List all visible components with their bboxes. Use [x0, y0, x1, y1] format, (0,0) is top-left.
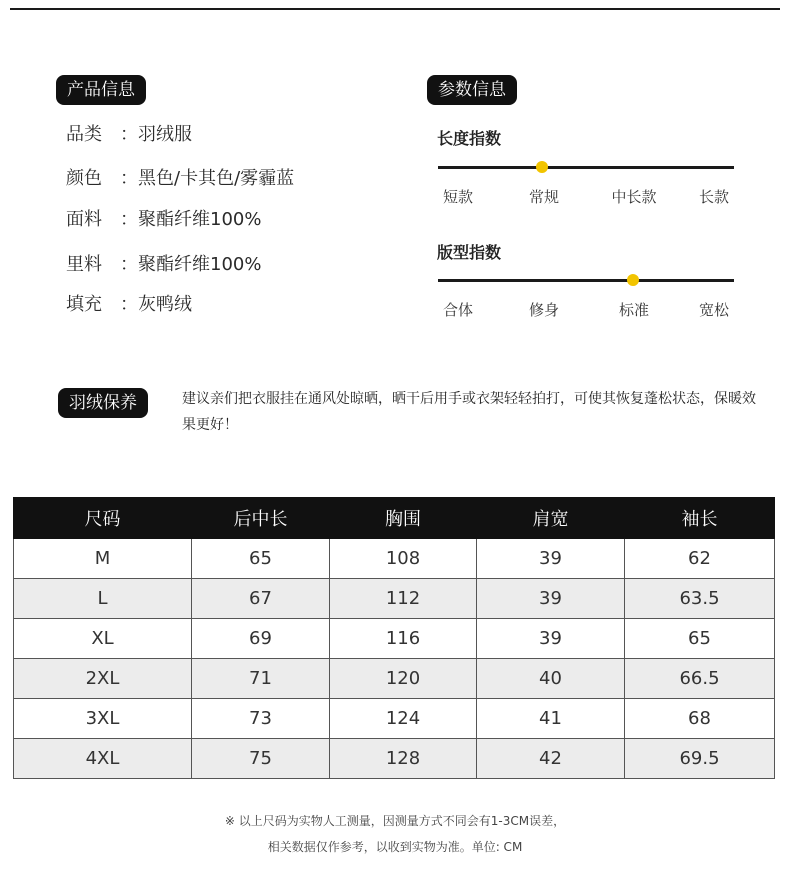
fit-index-title: 版型指数	[437, 243, 502, 262]
top-divider	[10, 8, 780, 10]
size-table-header	[14, 498, 775, 539]
table-row	[14, 699, 775, 739]
header-sleeve: 袖长	[625, 498, 775, 539]
table-cell: 42	[477, 739, 625, 779]
table-cell: 69	[192, 619, 330, 659]
table-cell: M	[14, 539, 192, 579]
table-cell: 124	[330, 699, 477, 739]
table-cell: 69.5	[625, 739, 775, 779]
length-option-long: 长款	[698, 188, 730, 206]
table-cell: 120	[330, 659, 477, 699]
table-cell: 63.5	[625, 579, 775, 619]
table-cell: 65	[625, 619, 775, 659]
table-cell: 128	[330, 739, 477, 779]
measurement-note: ※ 以上尺码为实物人工测量，因测量方式不同会有1-3CM误差，	[224, 814, 566, 828]
table-row	[14, 659, 775, 699]
fit-index-scale	[438, 279, 734, 282]
length-option-short: 短款	[442, 188, 474, 206]
table-cell: 68	[625, 699, 775, 739]
table-cell: 71	[192, 659, 330, 699]
info-label: 填充	[66, 294, 102, 315]
info-row-fabric	[66, 207, 261, 233]
table-cell: 40	[477, 659, 625, 699]
table-cell: 75	[192, 739, 330, 779]
header-back-length: 后中长	[192, 498, 330, 539]
table-cell: 4XL	[14, 739, 192, 779]
care-instructions: 建议亲们把衣服挂在通风处晾晒，晒干后用手或衣架轻轻拍打，可使其恢复蓬松状态，保暖效果更好！	[182, 391, 756, 433]
info-label: 品类	[66, 124, 102, 145]
info-row-lining	[66, 252, 261, 278]
table-cell: 2XL	[14, 659, 192, 699]
care-title: 羽绒保养	[58, 388, 148, 418]
table-cell: 112	[330, 579, 477, 619]
table-cell: 62	[625, 539, 775, 579]
fit-option-fitted: 合体	[442, 301, 474, 319]
length-index-marker	[536, 161, 548, 173]
info-value: ：聚酯纤维100%	[120, 254, 262, 275]
info-row-category	[66, 122, 192, 148]
table-cell: 73	[192, 699, 330, 739]
fit-option-loose: 宽松	[698, 301, 730, 319]
info-value: ：灰鸭绒	[120, 294, 192, 315]
reference-note: 相关数据仅作参考，以收到实物为准。单位: CM	[267, 840, 523, 854]
size-table	[13, 497, 775, 779]
table-cell: 67	[192, 579, 330, 619]
table-cell: 116	[330, 619, 477, 659]
fit-option-standard: 标准	[618, 301, 650, 319]
info-label: 颜色	[66, 168, 102, 189]
info-value: ：聚酯纤维100%	[120, 209, 262, 230]
table-cell: XL	[14, 619, 192, 659]
header-size: 尺码	[14, 498, 192, 539]
length-index-scale	[438, 166, 734, 169]
info-value: ：黑色/卡其色/雾霾蓝	[120, 168, 295, 189]
table-cell: 3XL	[14, 699, 192, 739]
table-row	[14, 579, 775, 619]
table-cell: 39	[477, 539, 625, 579]
params-title: 参数信息	[427, 75, 517, 105]
header-shoulder: 肩宽	[477, 498, 625, 539]
length-index-title: 长度指数	[437, 129, 502, 148]
table-cell: 66.5	[625, 659, 775, 699]
info-row-color	[66, 166, 294, 192]
fit-index-marker	[627, 274, 639, 286]
table-row	[14, 619, 775, 659]
table-cell: 39	[477, 579, 625, 619]
table-cell: 39	[477, 619, 625, 659]
header-chest: 胸围	[330, 498, 477, 539]
info-label: 面料	[66, 209, 102, 230]
info-value: ：羽绒服	[120, 124, 192, 145]
info-label: 里料	[66, 254, 102, 275]
length-option-midlong: 中长款	[611, 188, 657, 206]
length-option-regular: 常规	[528, 188, 560, 206]
table-row	[14, 739, 775, 779]
table-cell: 108	[330, 539, 477, 579]
table-row	[14, 539, 775, 579]
table-cell: L	[14, 579, 192, 619]
table-cell: 65	[192, 539, 330, 579]
info-row-filling	[66, 292, 192, 318]
table-cell: 41	[477, 699, 625, 739]
product-info-title: 产品信息	[56, 75, 146, 105]
fit-option-slim: 修身	[528, 301, 560, 319]
